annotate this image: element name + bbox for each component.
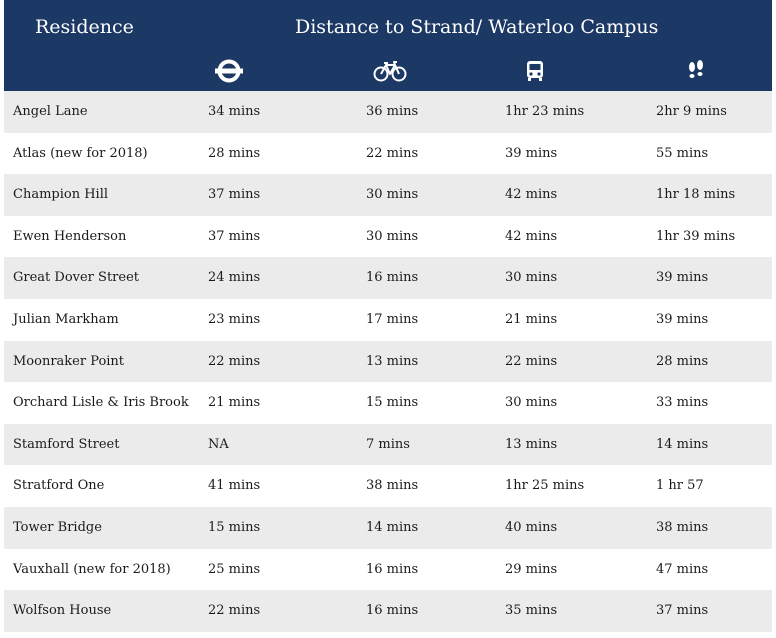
tube-time: 34 mins [208, 104, 261, 119]
bus-time: 42 mins [505, 187, 558, 203]
table-header [4, 0, 772, 91]
bus-icon [518, 58, 552, 84]
table-row [4, 174, 772, 216]
walk-time: 33 mins [656, 395, 709, 411]
tube-time: 22 mins [208, 353, 261, 369]
bus-time: 1hr 23 mins [505, 104, 585, 119]
table-row [4, 590, 772, 632]
table-row [4, 341, 772, 383]
residence-name: Champion Hill [13, 187, 109, 203]
cycle-time: 36 mins [366, 104, 419, 119]
distance-table [4, 0, 772, 632]
table-body [4, 91, 772, 632]
tube-time: 21 mins [208, 395, 261, 411]
tube-time: 28 mins [208, 145, 261, 161]
residence-name: Tower Bridge [13, 519, 102, 535]
bus-time: 35 mins [505, 603, 558, 619]
tube-time: 37 mins [208, 187, 261, 203]
residence-name: Vauxhall (new for 2018) [13, 561, 171, 577]
bicycle-icon [373, 58, 407, 84]
bus-time: 39 mins [505, 145, 558, 161]
residence-name: Stamford Street [13, 436, 120, 452]
cycle-time: 16 mins [366, 270, 419, 286]
walk-time: 1hr 39 mins [656, 228, 736, 244]
bus-time: 22 mins [505, 353, 558, 369]
walk-time: 39 mins [656, 311, 709, 327]
table-row [4, 216, 772, 258]
residence-name: Julian Markham [13, 311, 119, 327]
walk-time: 38 mins [656, 519, 709, 535]
cycle-time: 7 mins [366, 436, 410, 452]
residence-column-header: Residence [35, 16, 134, 38]
cycle-time: 30 mins [366, 187, 419, 203]
walk-time: 37 mins [656, 603, 709, 619]
table-row [4, 133, 772, 175]
walk-time: 55 mins [656, 145, 709, 161]
footprints-icon [679, 58, 713, 84]
bus-time: 30 mins [505, 395, 558, 411]
cycle-time: 22 mins [366, 145, 419, 161]
cycle-time: 38 mins [366, 478, 419, 494]
bus-time: 13 mins [505, 436, 558, 452]
tube-time: 25 mins [208, 561, 261, 577]
walk-time: 39 mins [656, 270, 709, 286]
table-row [4, 382, 772, 424]
residence-name: Stratford One [13, 478, 105, 494]
cycle-time: 14 mins [366, 519, 419, 535]
residence-name: Angel Lane [13, 104, 88, 119]
table-row [4, 465, 772, 507]
walk-time: 2hr 9 mins [656, 104, 727, 119]
residence-name: Ewen Henderson [13, 228, 127, 244]
tube-time: 24 mins [208, 270, 261, 286]
tube-time: 37 mins [208, 228, 261, 244]
distance-title-header: Distance to Strand/ Waterloo Campus [295, 16, 659, 38]
tube-time: 41 mins [208, 478, 261, 494]
cycle-time: 30 mins [366, 228, 419, 244]
bus-time: 29 mins [505, 561, 558, 577]
walk-time: 1hr 18 mins [656, 187, 736, 203]
residence-name: Atlas (new for 2018) [13, 145, 148, 161]
tube-time: NA [208, 436, 229, 452]
bus-time: 1hr 25 mins [505, 478, 585, 494]
walk-time: 47 mins [656, 561, 709, 577]
residence-name: Wolfson House [13, 603, 112, 619]
walk-time: 14 mins [656, 436, 709, 452]
cycle-time: 17 mins [366, 311, 419, 327]
tube-time: 15 mins [208, 519, 261, 535]
table-row [4, 91, 772, 133]
walk-time: 1 hr 57 [656, 478, 704, 494]
residence-name: Orchard Lisle & Iris Brook [13, 395, 189, 411]
residence-name: Moonraker Point [13, 353, 125, 369]
bus-time: 21 mins [505, 311, 558, 327]
cycle-time: 16 mins [366, 561, 419, 577]
table-row [4, 507, 772, 549]
bus-time: 42 mins [505, 228, 558, 244]
table-row [4, 299, 772, 341]
tube-time: 22 mins [208, 603, 261, 619]
bus-time: 30 mins [505, 270, 558, 286]
residence-name: Great Dover Street [13, 270, 139, 286]
walk-time: 28 mins [656, 353, 709, 369]
tube-time: 23 mins [208, 311, 261, 327]
cycle-time: 16 mins [366, 603, 419, 619]
table-row [4, 257, 772, 299]
table-row [4, 424, 772, 466]
bus-time: 40 mins [505, 519, 558, 535]
cycle-time: 13 mins [366, 353, 419, 369]
table-row [4, 549, 772, 591]
cycle-time: 15 mins [366, 395, 419, 411]
underground-icon [212, 58, 246, 84]
